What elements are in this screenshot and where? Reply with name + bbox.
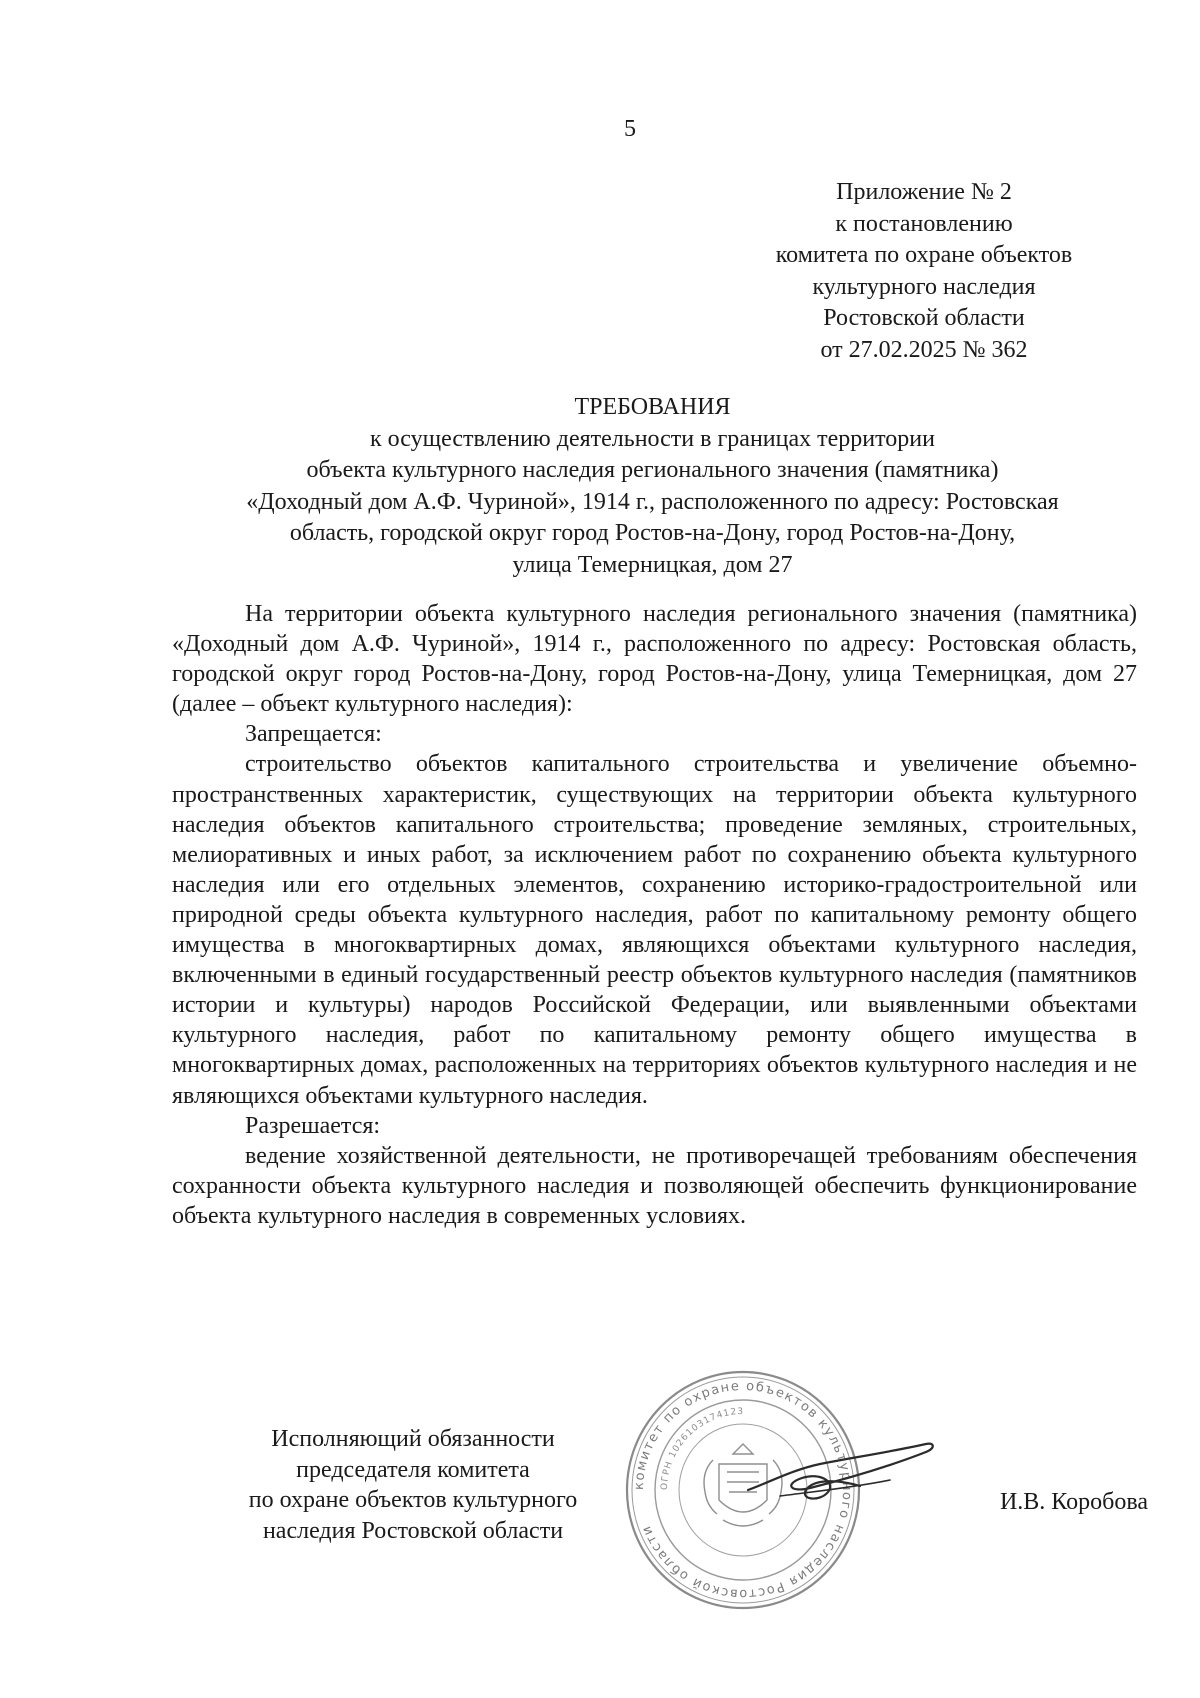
signatory-role-line: Исполняющий обязанности: [271, 1426, 555, 1452]
signatory-role-line: наследия Ростовской области: [262, 1517, 564, 1544]
document-body: [172, 599, 1137, 1231]
title-line: область, городской округ город Ростов-на-Дону, город Ростов-на-Дону,: [289, 520, 1016, 546]
annex-line: от 27.02.2025 № 362: [820, 336, 1028, 363]
body-paragraph-allowed-label: Разрешается:: [245, 1112, 381, 1139]
seal-inner-text: ОГРН 1026103174123: [659, 1406, 745, 1491]
signatory-position: [196, 1424, 630, 1546]
body-paragraph-intro: На территории объекта культурного наследия регионального значения (памятника) «Доходный дом А.Ф. Чуриной», 1914 г., расположенного по адресу: Ростовская область, городской округ город Ростов-на-Дону, город Ростов-на-Дону, улица Темерницкая, дом 27 (далее – объект культурного наследия):: [172, 601, 1137, 718]
seal-outer-text: комитет по охране объектов культурного наследия Ростовской области: [631, 1378, 855, 1602]
annex-header: [744, 177, 1104, 366]
page-number: 5: [624, 116, 636, 142]
body-paragraph-allowed: ведение хозяйственной деятельности, не противоречащей требованиям обеспечения сохранности объекта культурного наследия и позволяющей обеспечить функционирование объекта культурного наследия в современных условиях.: [172, 1142, 1137, 1229]
signatory-role-line: председателя комитета: [296, 1456, 530, 1483]
annex-line: комитета по охране объектов: [775, 242, 1073, 268]
body-paragraph-prohibited: строительство объектов капитального строительства и увеличение объемно-пространственных характеристик, существующих на территории объекта культурного наследия объектов капитального строительства; проведение земляных, строительных, мелиоративных и иных работ, за исключением работ по сохранению объекта культурного наследия или его отдельных элементов, сохранению историко-градостроительной или природной среды объекта культурного наследия, работ по капитальному ремонту общего имущества в многоквартирных домах, являющихся объектами культурного наследия, включенными в единый государственный реестр объектов культурного наследия (памятников истории и культуры) народов Российской Федерации, или выявленными объектами культурного наследия, работ по капитальному ремонту общего имущества в многоквартирных домах, расположенных на территориях объектов культурного наследия и не являющихся объектами культурного наследия.: [172, 751, 1137, 1109]
annex-line: Ростовской области: [823, 305, 1025, 331]
document-title: [160, 392, 1145, 581]
title-line: улица Темерницкая, дом 27: [512, 551, 793, 578]
title-line: объекта культурного наследия регионального значения (памятника): [306, 457, 999, 483]
handwritten-signature: [740, 1430, 940, 1520]
annex-line: к постановлению: [835, 210, 1013, 237]
title-line: к осуществлению деятельности в границах территории: [370, 425, 935, 452]
title-heading: ТРЕБОВАНИЯ: [574, 394, 731, 420]
title-line: «Доходный дом А.Ф. Чуриной», 1914 г., расположенного по адресу: Ростовская: [246, 488, 1059, 515]
annex-line: культурного наследия: [812, 273, 1036, 300]
signatory-name: И.В. Коробова: [999, 1489, 1148, 1515]
signatory-role-line: по охране объектов культурного: [248, 1487, 578, 1513]
annex-line: Приложение № 2: [836, 179, 1012, 205]
body-paragraph-prohibited-label: Запрещается:: [245, 721, 382, 748]
